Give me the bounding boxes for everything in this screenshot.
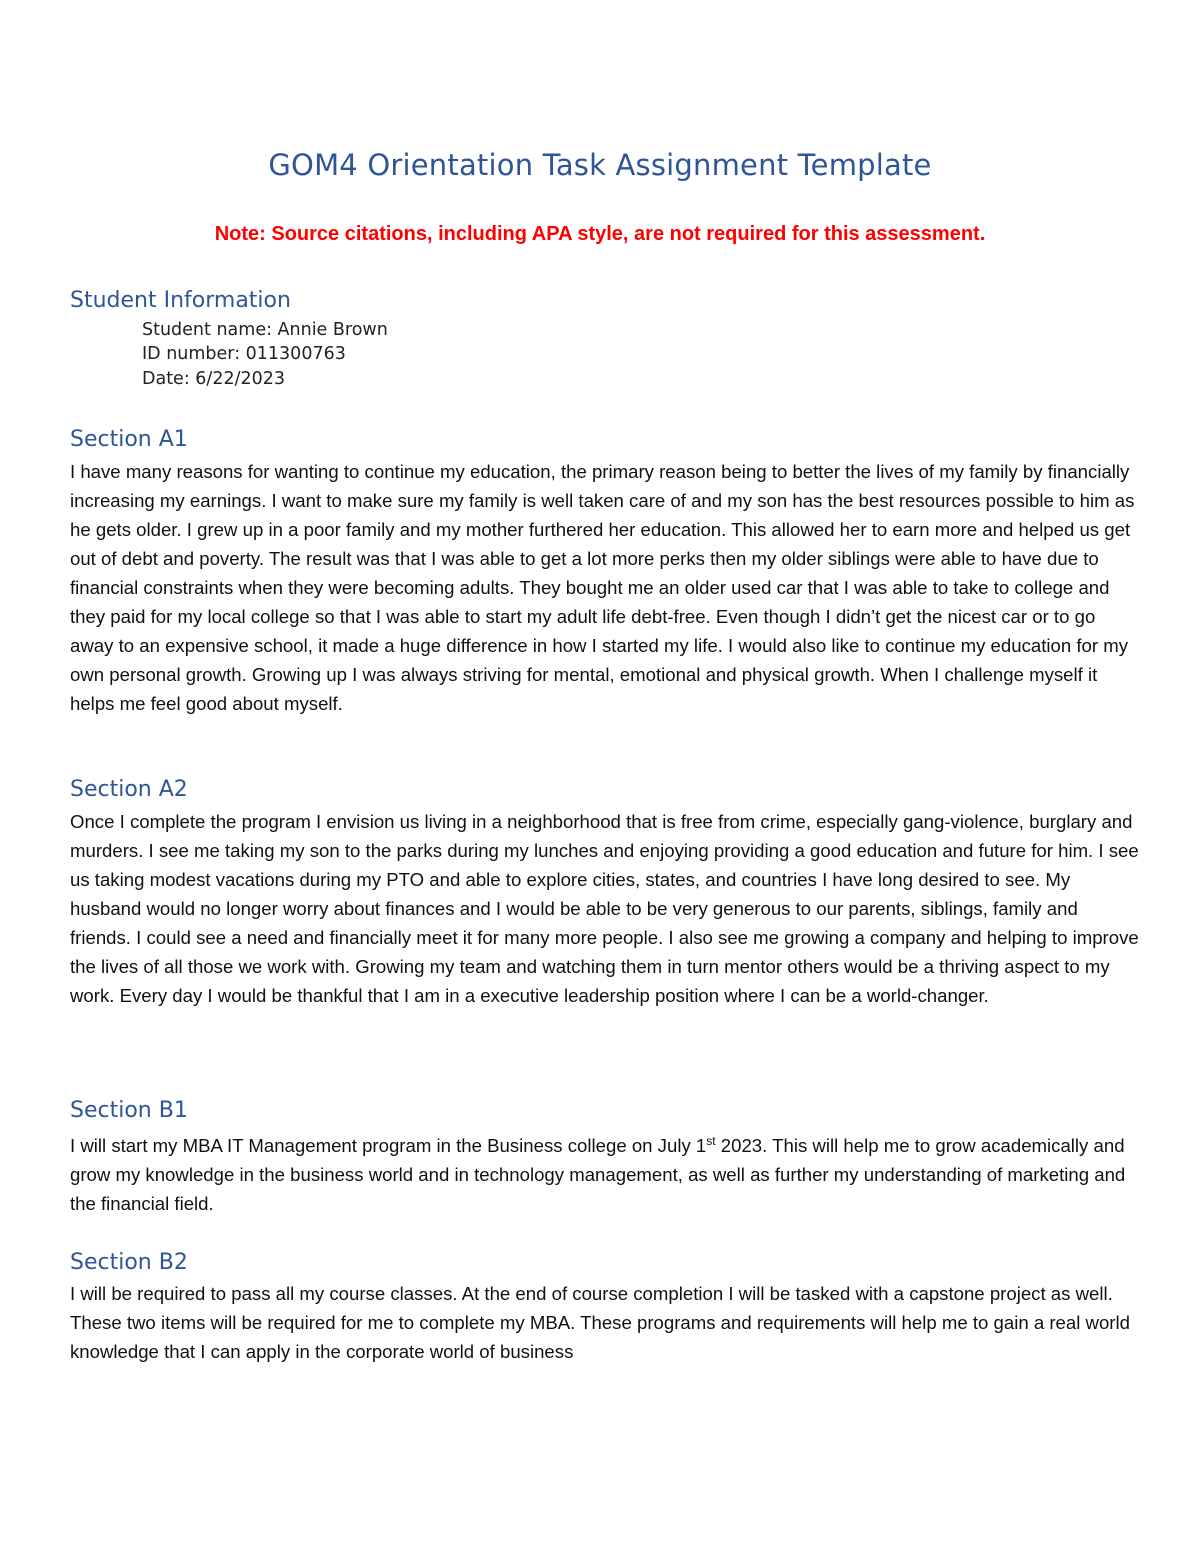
student-id-line: ID number: 011300763: [142, 344, 346, 365]
section-b1-ordinal-suffix: st: [706, 1133, 716, 1148]
section-b1-body-end: 2023. This will help me to grow academically and grow my knowledge in the business world and in technology management, as well as further my understanding of marketing and the financial field.: [70, 1135, 1126, 1214]
student-information-heading: Student Information: [70, 288, 291, 313]
section-a2-heading: Section A2: [70, 777, 188, 802]
section-a1-body: I have many reasons for wanting to continue my education, the primary reason being to better the lives of my family by financially increasing my earnings. I want to make sure my family is well taken care of and my son has the best resources possible to him as he gets older. I grew up in a poor family and my mother furthered her education. This allowed her to earn more and helped us get out of debt and poverty. The result was that I was able to get a lot more perks then my older siblings were able to have due to financial constraints when they were becoming adults. They bought me an older used car that I was able to take to college and they paid for my local college so that I was able to start my adult life debt-free. Even though I didn’t get the nicest car or to go away to an expensive school, it made a huge difference in how I started my life. I would also like to continue my education for my own personal growth. Growing up I was always striving for mental, emotional and physical growth. When I challenge myself it helps me feel good about myself.: [70, 461, 1135, 714]
section-a1-heading: Section A1: [70, 427, 188, 452]
student-name-line: Student name: Annie Brown: [142, 320, 388, 340]
citation-note: Note: Source citations, including APA style, are not required for this assessment.: [214, 223, 986, 245]
section-a2-body: Once I complete the program I envision us living in a neighborhood that is free from crime, especially gang-violence, burglary and murders. I see me taking my son to the parks during my lunches and enjoying providing a good education and future for him. I see us taking modest vacations during my PTO and able to explore cities, states, and countries I have long desired to see. My husband would no longer worry about finances and I would be able to be very generous to our parents, siblings, family and friends. I could see a need and financially meet it for many more people. I also see me growing a company and helping to improve the lives of all those we work with. Growing my team and watching them in turn mentor others would be a thriving aspect to my work. Every day I would be thankful that I am in a executive leadership position where I can be a world-changer.: [70, 811, 1139, 1006]
section-b2-heading: Section B2: [70, 1250, 188, 1275]
document-title: GOM4 Orientation Task Assignment Template: [268, 148, 932, 182]
student-date-line: Date: 6/22/2023: [142, 368, 286, 389]
section-b1-body-start: I will start my MBA IT Management program in the Business college on July 1: [70, 1135, 707, 1156]
section-b2-body: I will be required to pass all my course classes. At the end of course completion I will be tasked with a capstone project as well. These two items will be required for me to complete my MBA. These programs and requirements will help me to gain a real world knowledge that I can apply in the corporate world of business: [70, 1283, 1130, 1362]
student-info-block: [142, 318, 388, 391]
section-b1-heading: Section B1: [70, 1098, 188, 1123]
section-b1-body: [70, 1131, 1142, 1218]
